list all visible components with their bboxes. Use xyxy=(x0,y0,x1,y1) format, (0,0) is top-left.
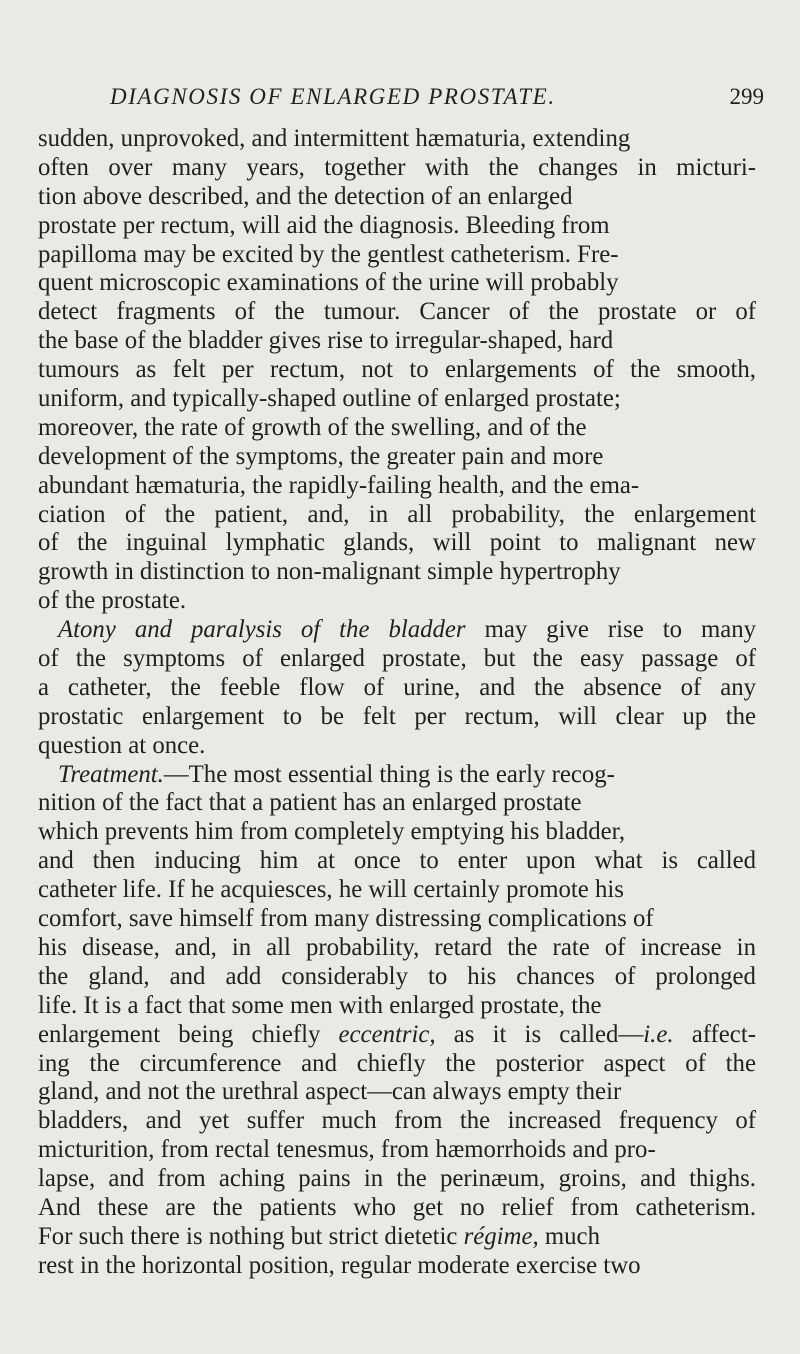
page-number: 299 xyxy=(729,84,764,109)
text-segment: often over many years, together with the changes in micturi- xyxy=(38,153,757,181)
text-line xyxy=(38,154,756,183)
text-segment: life. It is a fact that some men with enlarged prostate, the xyxy=(38,991,602,1019)
text-segment: gland, and not the urethral aspect—can always empty their xyxy=(38,1078,622,1106)
text-line xyxy=(38,963,756,992)
text-segment: and then inducing him at once to enter upon what is called xyxy=(38,847,757,875)
body-text xyxy=(38,125,756,1281)
text-segment: catheter life. If he acquiesces, he will certainly promote his xyxy=(38,876,624,904)
text-line xyxy=(38,761,756,790)
text-segment: ciation of the patient, and, in all probability, the enlargement xyxy=(38,500,757,528)
text-line xyxy=(38,1252,756,1281)
text-segment: question at once. xyxy=(38,731,206,759)
text-segment: enlargement being chiefly xyxy=(38,1020,339,1048)
text-segment: micturition, from rectal tenesmus, from hæmorrhoids and pro- xyxy=(38,1136,656,1164)
text-line xyxy=(38,1021,756,1050)
text-segment: prostate per rectum, will aid the diagnosis. Bleeding from xyxy=(38,211,610,239)
text-line xyxy=(38,558,756,587)
text-segment: may give rise to many xyxy=(465,616,757,644)
text-line xyxy=(38,472,756,501)
text-line xyxy=(38,385,756,414)
text-segment: quent microscopic examinations of the urine will probably xyxy=(38,269,619,297)
text-line xyxy=(38,645,756,674)
text-segment: —The most essential thing is the early recog- xyxy=(163,760,615,788)
text-line xyxy=(38,414,756,443)
italic-text: Atony and paralysis of the bladder xyxy=(58,616,466,644)
italic-text: régime, xyxy=(463,1222,539,1250)
text-line xyxy=(38,1107,756,1136)
text-line xyxy=(38,616,756,645)
text-segment: nition of the fact that a patient has an enlarged prostate xyxy=(38,789,582,817)
text-line xyxy=(38,443,756,472)
text-line xyxy=(38,732,756,761)
text-line xyxy=(38,1223,756,1252)
text-line xyxy=(38,1050,756,1079)
text-segment: moreover, the rate of growth of the swelling, and of the xyxy=(38,413,587,441)
text-line xyxy=(38,298,756,327)
text-line xyxy=(38,703,756,732)
text-segment: much xyxy=(538,1222,600,1250)
text-line xyxy=(38,1165,756,1194)
running-title: DIAGNOSIS OF ENLARGED PROSTATE. xyxy=(110,84,556,109)
text-segment: of the prostate. xyxy=(38,587,187,615)
text-segment: affect- xyxy=(673,1020,756,1048)
text-line xyxy=(38,356,756,385)
text-segment: ing the circumference and chiefly the posterior aspect of the xyxy=(38,1049,756,1077)
running-head xyxy=(110,84,764,114)
text-segment: tumours as felt per rectum, not to enlargements of the smooth, xyxy=(38,356,756,384)
text-segment: development of the symptoms, the greater pain and more xyxy=(38,442,604,470)
text-segment: of the symptoms of enlarged prostate, but the easy passage of xyxy=(38,645,756,673)
text-line xyxy=(38,501,756,530)
text-line xyxy=(38,818,756,847)
text-line xyxy=(38,183,756,212)
text-segment: prostatic enlargement to be felt per rectum, will clear up the xyxy=(38,702,757,730)
italic-text: eccentric, xyxy=(338,1020,436,1048)
text-segment: sudden, unprovoked, and intermittent hæmaturia, extending xyxy=(38,125,631,152)
text-segment: growth in distinction to non-malignant simple hypertrophy xyxy=(38,558,621,586)
text-line xyxy=(38,1078,756,1107)
text-segment: bladders, and yet suffer much from the increased frequency of xyxy=(38,1107,756,1135)
text-line xyxy=(38,1136,756,1165)
text-segment: And these are the patients who get no relief from catheterism. xyxy=(38,1193,757,1221)
text-line xyxy=(38,876,756,905)
text-segment: his disease, and, in all probability, retard the rate of increase in xyxy=(38,933,756,961)
italic-text: i.e. xyxy=(643,1020,674,1048)
text-segment: detect fragments of the tumour. Cancer of the prostate or of xyxy=(38,298,757,326)
text-line xyxy=(38,269,756,298)
text-segment: which prevents him from completely emptying his bladder, xyxy=(38,818,626,846)
text-segment: abundant hæmaturia, the rapidly-failing health, and the ema- xyxy=(38,471,640,499)
italic-text: Treatment. xyxy=(58,760,164,788)
text-segment: the base of the bladder gives rise to irregular-shaped, hard xyxy=(38,327,614,355)
text-segment: as it is called— xyxy=(435,1020,644,1048)
text-segment: the gland, and add considerably to his chances of prolonged xyxy=(38,962,756,990)
text-line xyxy=(38,847,756,876)
text-line xyxy=(38,212,756,241)
text-line xyxy=(38,529,756,558)
text-line xyxy=(38,587,756,616)
text-segment: For such there is nothing but strict dietetic xyxy=(38,1222,464,1250)
text-line xyxy=(38,1194,756,1223)
text-line xyxy=(38,125,756,154)
text-segment: lapse, and from aching pains in the perinæum, groins, and thighs. xyxy=(38,1165,756,1193)
text-segment: of the inguinal lymphatic glands, will point to malignant new xyxy=(38,529,756,557)
text-segment: uniform, and typically-shaped outline of enlarged prostate; xyxy=(38,385,621,413)
text-segment: papilloma may be excited by the gentlest catheterism. Fre- xyxy=(38,240,619,268)
text-segment: comfort, save himself from many distressing complications of xyxy=(38,905,654,933)
text-line xyxy=(38,241,756,270)
text-line xyxy=(38,789,756,818)
text-line xyxy=(38,674,756,703)
text-segment: rest in the horizontal position, regular moderate exercise two xyxy=(38,1251,641,1279)
text-segment: a catheter, the feeble flow of urine, and the absence of any xyxy=(38,673,757,701)
text-line xyxy=(38,327,756,356)
text-line xyxy=(38,992,756,1021)
text-line xyxy=(38,905,756,934)
text-line xyxy=(38,934,756,963)
text-segment: tion above described, and the detection of an enlarged xyxy=(38,182,573,210)
